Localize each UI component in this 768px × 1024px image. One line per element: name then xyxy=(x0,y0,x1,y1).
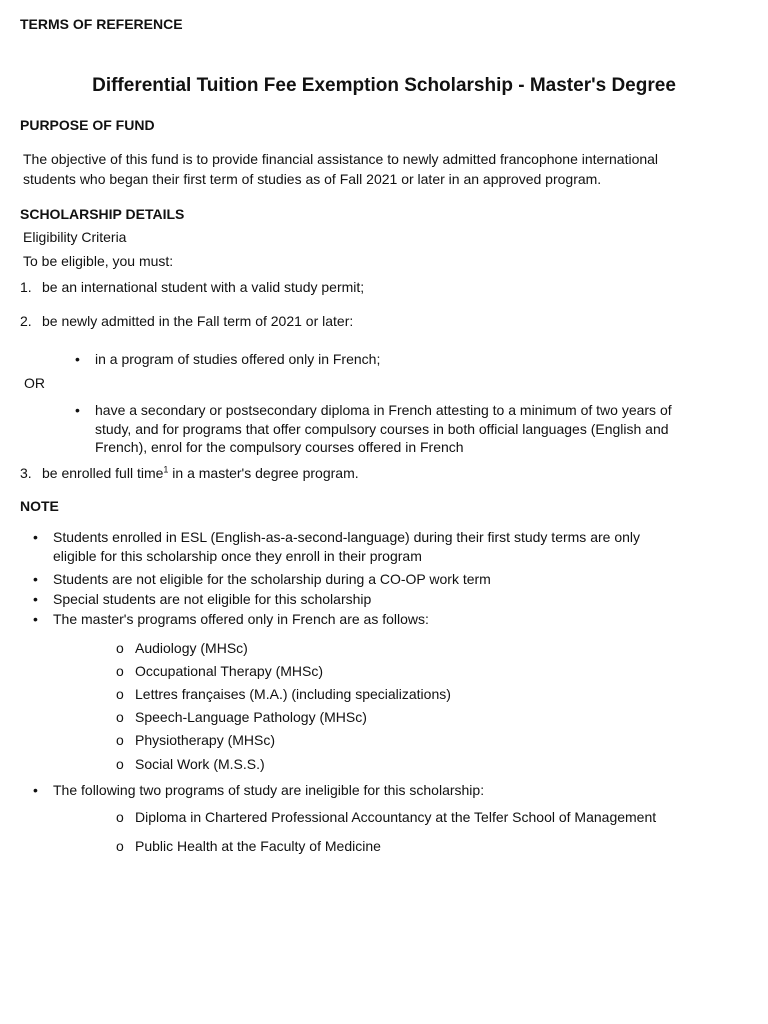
item-1-text: be an international student with a valid study permit; xyxy=(42,279,365,295)
sub-bullet-glyph: o xyxy=(116,838,124,854)
document-title: Differential Tuition Fee Exemption Scholarship - Master's Degree xyxy=(92,75,676,96)
note-bullet-3: Special students are not eligible for this scholarship xyxy=(53,591,372,607)
or-label: OR xyxy=(24,375,45,391)
sub-bullet-glyph: o xyxy=(116,709,124,725)
terms-of-reference-label: TERMS OF REFERENCE xyxy=(20,16,183,32)
item-3-text-start: be enrolled full time xyxy=(42,465,164,481)
footnote-marker: 1 xyxy=(163,464,169,475)
sub-bullet-glyph: o xyxy=(116,663,124,679)
ineligible-program-item: Public Health at the Faculty of Medicine xyxy=(135,838,381,854)
sub-item-a: in a program of studies offered only in French; xyxy=(95,351,381,367)
purpose-heading: PURPOSE OF FUND xyxy=(20,117,155,133)
sub-item-b-line-2: study, and for programs that offer compulsory courses in both official languages (English and xyxy=(95,421,669,437)
bullet-glyph: • xyxy=(75,402,80,418)
program-item: Audiology (MHSc) xyxy=(135,640,248,656)
eligibility-criteria-title: Eligibility Criteria xyxy=(23,229,127,245)
note-bullet-1-line-1: Students enrolled in ESL (English-as-a-second-language) during their first study terms are only xyxy=(53,529,641,545)
program-item: Physiotherapy (MHSc) xyxy=(135,732,276,748)
item-2-text: be newly admitted in the Fall term of 2021 or later: xyxy=(42,313,354,329)
note-bullet-4: The master's programs offered only in French are as follows: xyxy=(53,611,429,627)
note-bullet-5: The following two programs of study are ineligible for this scholarship: xyxy=(53,782,485,798)
item-3-text xyxy=(42,464,359,483)
program-item: Speech-Language Pathology (MHSc) xyxy=(135,709,367,725)
program-item: Occupational Therapy (MHSc) xyxy=(135,663,324,679)
note-heading: NOTE xyxy=(20,498,59,514)
bullet-glyph: • xyxy=(33,571,38,587)
program-item: Lettres françaises (M.A.) (including specializations) xyxy=(135,686,451,702)
ineligible-program-item: Diploma in Chartered Professional Accountancy at the Telfer School of Management xyxy=(135,809,657,825)
purpose-line-2: students who began their first term of studies as of Fall 2021 or later in an approved program. xyxy=(23,171,602,187)
bullet-glyph: • xyxy=(33,591,38,607)
sub-bullet-glyph: o xyxy=(116,756,124,772)
sub-bullet-glyph: o xyxy=(116,686,124,702)
item-3-number: 3. xyxy=(20,465,32,481)
bullet-glyph: • xyxy=(33,529,38,545)
bullet-glyph: • xyxy=(33,611,38,627)
note-bullet-2: Students are not eligible for the scholarship during a CO-OP work term xyxy=(53,571,491,587)
sub-item-b-line-3: French), enrol for the compulsory courses offered in French xyxy=(95,439,464,455)
sub-bullet-glyph: o xyxy=(116,732,124,748)
bullet-glyph: • xyxy=(33,782,38,798)
item-3-text-end: in a master's degree program. xyxy=(168,465,359,481)
eligibility-intro: To be eligible, you must: xyxy=(23,253,174,269)
program-item: Social Work (M.S.S.) xyxy=(135,756,265,772)
purpose-line-1: The objective of this fund is to provide financial assistance to newly admitted francophone international xyxy=(23,151,659,167)
bullet-glyph: • xyxy=(75,351,80,367)
sub-item-b-line-1: have a secondary or postsecondary diploma in French attesting to a minimum of two years of xyxy=(95,402,672,418)
sub-bullet-glyph: o xyxy=(116,640,124,656)
note-bullet-1-line-2: eligible for this scholarship once they enroll in their program xyxy=(53,548,422,564)
scholarship-details-heading: SCHOLARSHIP DETAILS xyxy=(20,206,185,222)
sub-bullet-glyph: o xyxy=(116,809,124,825)
item-2-number: 2. xyxy=(20,313,32,329)
item-1-number: 1. xyxy=(20,279,32,295)
